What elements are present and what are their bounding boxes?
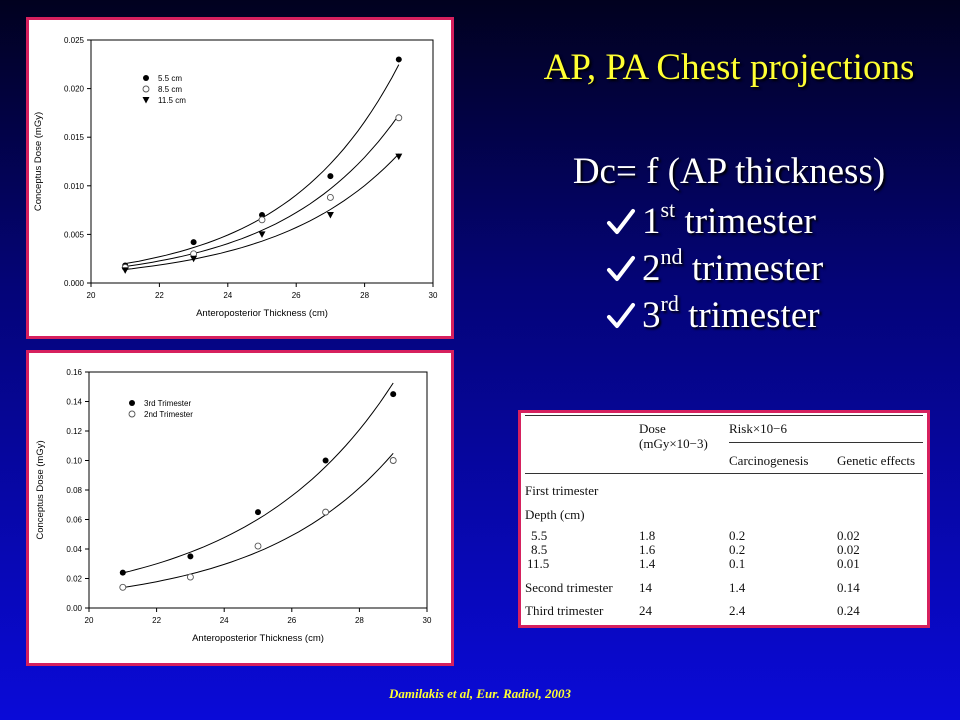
row-carc-8-5: 0.2 — [729, 542, 746, 557]
x-tick-label: 30 — [428, 291, 438, 300]
y-tick-label: 0.025 — [63, 36, 84, 45]
data-point-open-circle — [255, 543, 261, 549]
data-point-filled-triangle — [143, 97, 150, 104]
x-tick-label: 22 — [152, 616, 162, 625]
y-tick-label: 0.16 — [66, 368, 82, 377]
x-axis-label: Anteroposterior Thickness (cm) — [196, 308, 328, 319]
y-axis-label: Conceptus Dose (mGy) — [35, 440, 46, 540]
series-2-points — [122, 115, 402, 271]
header-carcinogenesis: Carcinogenesis — [729, 453, 809, 468]
row-label-11-5: 11.5 — [527, 556, 550, 571]
x-tick-label: 26 — [291, 291, 301, 300]
legend-label: 5.5 cm — [158, 74, 183, 83]
y-tick-label: 0.020 — [63, 84, 84, 94]
slide-title: AP, PA Chest projections — [543, 47, 915, 88]
legend-entry-2 — [129, 410, 193, 419]
x-tick-label: 28 — [360, 291, 370, 300]
data-point-open-circle — [129, 411, 135, 417]
y-tick-label: 0.015 — [63, 133, 84, 143]
checklist-item-1st — [606, 198, 823, 245]
checklist-number: 2 — [642, 248, 661, 289]
data-point-open-circle — [120, 584, 126, 590]
series-2-points — [120, 458, 396, 591]
table-rule-header — [525, 473, 923, 474]
row-dose-8-5: 1.6 — [639, 542, 656, 557]
x-tick-label: 22 — [154, 291, 164, 300]
data-point-filled-triangle — [259, 231, 266, 238]
data-point-open-circle — [323, 509, 329, 515]
table-rule-top — [525, 415, 923, 416]
checklist-number: 1 — [642, 201, 661, 242]
row-carc-second-trimester: 1.4 — [729, 580, 746, 595]
checklist-suffix: rd — [660, 291, 679, 316]
section-depth: Depth (cm) — [525, 507, 585, 522]
fit-curve-2 — [123, 453, 393, 587]
row-dose-11-5: 1.4 — [639, 556, 656, 571]
fit-curve-3 — [125, 154, 399, 270]
section-first-trimester: First trimester — [525, 483, 599, 498]
row-carc-11-5: 0.1 — [729, 556, 746, 571]
legend-label: 8.5 cm — [158, 85, 183, 94]
data-point-open-circle — [327, 194, 333, 200]
data-point-open-circle — [143, 86, 149, 92]
data-point-open-circle — [390, 458, 396, 464]
dose-risk-table-panel — [518, 410, 930, 628]
x-tick-label: 28 — [354, 616, 364, 625]
x-tick-label: 20 — [86, 291, 96, 300]
data-point-filled-circle — [390, 391, 396, 397]
y-tick-label: 0.12 — [66, 427, 82, 436]
header-dose-units: (mGy×10−3) — [639, 436, 708, 451]
chart-dose-by-trimester-svg — [29, 353, 451, 663]
legend-label: 3rd Trimester — [144, 399, 192, 408]
row-dose-second-trimester: 14 — [639, 580, 652, 595]
x-tick-label: 26 — [287, 616, 297, 625]
row-gen-5-5: 0.02 — [837, 528, 860, 543]
y-tick-label: 0.005 — [63, 230, 84, 240]
checkmark-icon — [606, 249, 642, 296]
legend-entry-3 — [143, 96, 187, 105]
chart-dose-by-depth-svg — [29, 20, 451, 336]
data-point-filled-circle — [191, 239, 197, 245]
row-carc-5-5: 0.2 — [729, 528, 746, 543]
data-point-filled-circle — [120, 570, 126, 576]
y-tick-label: 0.10 — [66, 456, 82, 466]
checkmark-icon — [606, 202, 642, 249]
row-label-8-5: 8.5 — [531, 542, 548, 557]
row-dose-5-5: 1.8 — [639, 528, 656, 543]
checklist-item-2nd — [606, 245, 823, 292]
checklist-number: 3 — [642, 295, 661, 336]
y-tick-label: 0.06 — [66, 515, 82, 525]
header-risk: Risk×10−6 — [729, 421, 788, 436]
data-point-filled-circle — [143, 75, 149, 81]
checkmark-icon — [606, 296, 642, 343]
legend-entry-1 — [143, 74, 182, 83]
row-gen-11-5: 0.01 — [837, 556, 860, 571]
data-point-filled-circle — [129, 400, 135, 406]
data-point-filled-triangle — [122, 267, 129, 274]
x-axis-label: Anteroposterior Thickness (cm) — [192, 633, 324, 644]
checklist-item-3rd — [606, 292, 823, 339]
citation: Damilakis et al, Eur. Radiol, 2003 — [388, 686, 572, 701]
data-point-filled-circle — [327, 173, 333, 179]
table-rule-risk — [729, 442, 923, 443]
plot-frame — [91, 40, 433, 283]
data-point-filled-circle — [255, 509, 261, 515]
row-dose-third-trimester: 24 — [639, 603, 652, 618]
y-tick-label: 0.14 — [66, 397, 82, 407]
data-point-open-circle — [187, 574, 193, 580]
x-tick-label: 24 — [219, 616, 229, 625]
checklist-suffix: nd — [660, 244, 683, 269]
row-gen-8-5: 0.02 — [837, 542, 860, 557]
dose-risk-table — [521, 413, 927, 625]
row-label-second-trimester: Second trimester — [525, 580, 613, 595]
data-point-filled-circle — [187, 553, 193, 559]
row-label-5-5: 5.5 — [531, 528, 548, 543]
chart-dose-by-depth — [26, 17, 454, 339]
checklist-suffix: st — [660, 197, 676, 222]
row-label-third-trimester: Third trimester — [525, 603, 604, 618]
header-dose: Dose — [639, 421, 666, 436]
legend-entry-2 — [143, 85, 182, 94]
x-tick-label: 30 — [422, 616, 432, 625]
x-tick-label: 20 — [84, 616, 94, 625]
formula-text: Dc= f (AP thickness) — [572, 151, 886, 192]
checklist-text: trimester — [682, 248, 824, 289]
data-point-open-circle — [259, 217, 265, 223]
y-tick-label: 0.02 — [66, 574, 82, 584]
y-tick-label: 0.04 — [66, 545, 82, 554]
chart-dose-by-trimester — [26, 350, 454, 666]
data-point-filled-circle — [396, 56, 402, 62]
y-tick-label: 0.000 — [63, 279, 84, 288]
row-carc-third-trimester: 2.4 — [729, 603, 746, 618]
y-tick-label: 0.010 — [63, 181, 84, 191]
data-point-filled-triangle — [327, 212, 334, 219]
x-tick-label: 24 — [223, 291, 233, 300]
y-tick-label: 0.00 — [66, 604, 82, 613]
header-genetic-effects: Genetic effects — [837, 453, 916, 468]
legend-entry-1 — [129, 399, 191, 408]
y-axis-label: Conceptus Dose (mGy) — [33, 111, 44, 212]
trimester-checklist — [606, 198, 823, 339]
row-gen-second-trimester: 0.14 — [837, 580, 860, 595]
legend-label: 2nd Trimester — [144, 410, 193, 419]
data-point-open-circle — [396, 115, 402, 121]
legend-label: 11.5 cm — [158, 96, 186, 105]
checklist-text: trimester — [675, 201, 816, 242]
checklist-text: trimester — [678, 295, 820, 336]
row-gen-third-trimester: 0.24 — [837, 603, 860, 618]
data-point-filled-circle — [323, 458, 329, 464]
y-tick-label: 0.08 — [66, 486, 82, 495]
